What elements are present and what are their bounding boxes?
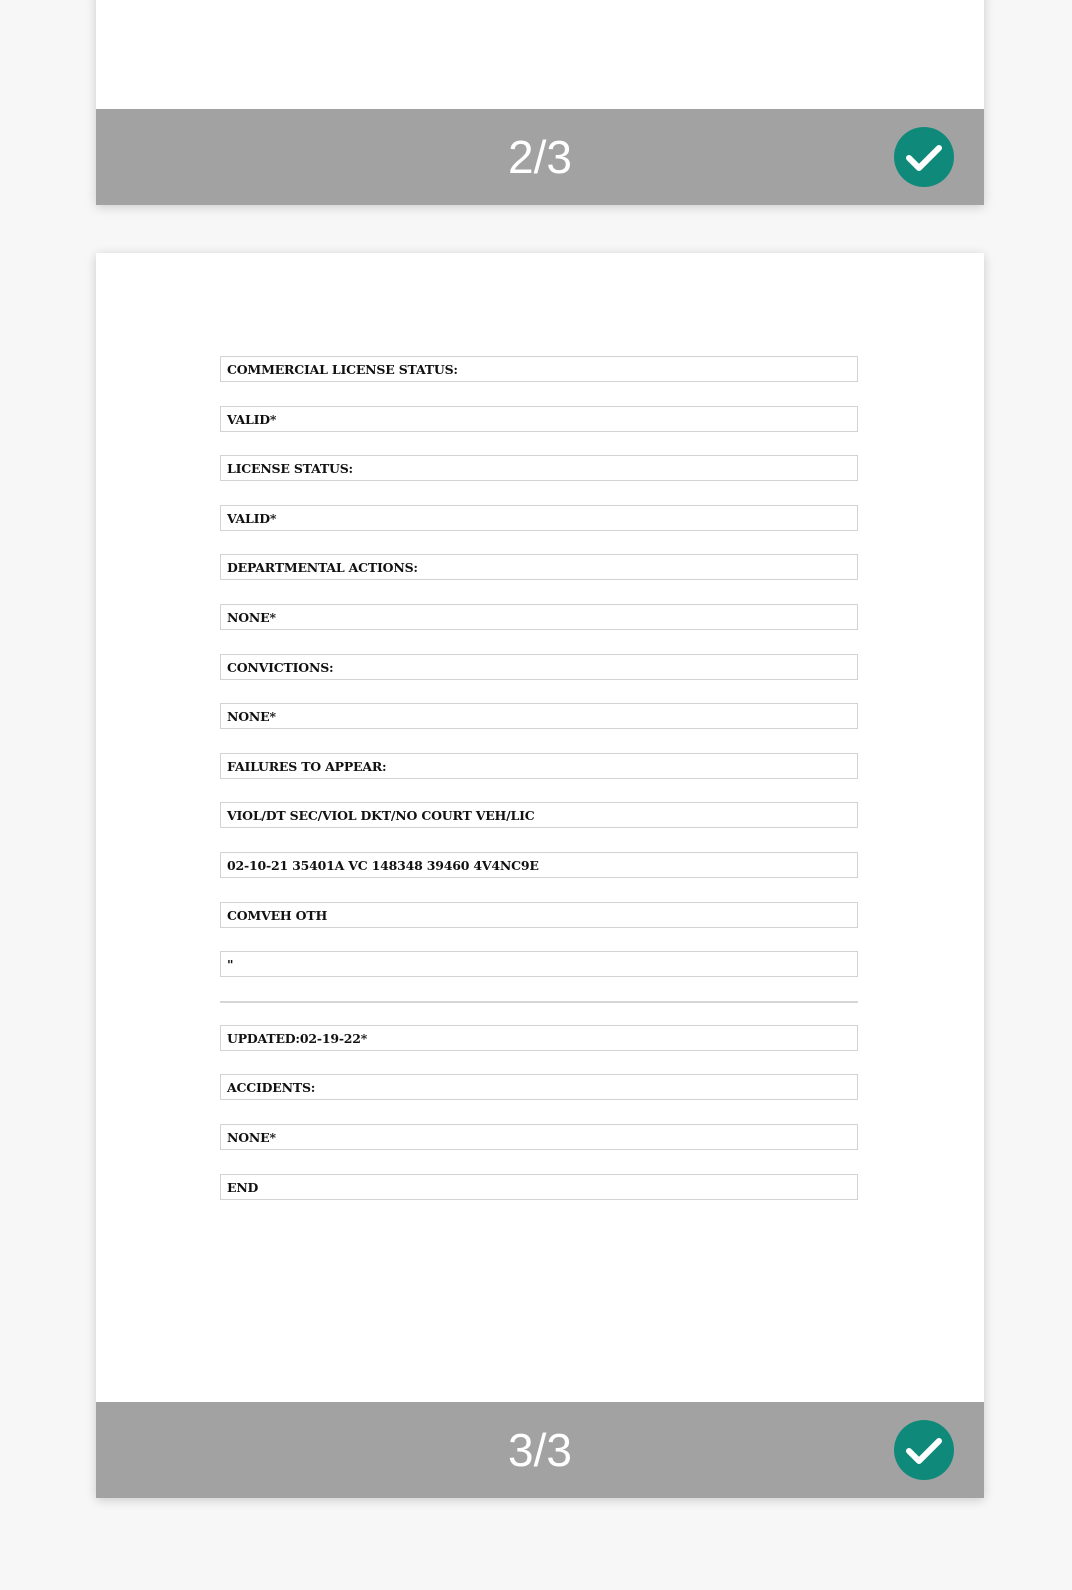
page-card-3	[96, 253, 984, 1498]
field-quote-mark: "	[220, 951, 858, 977]
field-commercial-license-status-label: COMMERCIAL LICENSE STATUS:	[220, 356, 858, 382]
field-commercial-license-status-value: VALID*	[220, 406, 858, 432]
field-license-status-value: VALID*	[220, 505, 858, 531]
section-divider	[220, 1001, 858, 1003]
field-fta-header: VIOL/DT SEC/VIOL DKT/NO COURT VEH/LIC	[220, 802, 858, 828]
page-footer	[96, 1402, 984, 1498]
check-icon	[894, 1420, 954, 1480]
field-convictions-label: CONVICTIONS:	[220, 654, 858, 680]
page-indicator: 2/3	[508, 131, 572, 183]
field-end-marker: END	[220, 1174, 858, 1200]
field-fta-record: 02-10-21 35401A VC 148348 39460 4V4NC9E	[220, 852, 858, 878]
check-icon	[894, 127, 954, 187]
page-approved-badge[interactable]	[894, 1420, 954, 1480]
field-updated-date: UPDATED:02-19-22*	[220, 1025, 858, 1051]
field-fta-record-detail: COMVEH OTH	[220, 902, 858, 928]
page-footer	[96, 109, 984, 205]
field-departmental-actions-label: DEPARTMENTAL ACTIONS:	[220, 554, 858, 580]
field-failures-to-appear-label: FAILURES TO APPEAR:	[220, 753, 858, 779]
field-convictions-value: NONE*	[220, 703, 858, 729]
page-indicator: 3/3	[508, 1424, 572, 1476]
page-approved-badge[interactable]	[894, 127, 954, 187]
field-license-status-label: LICENSE STATUS:	[220, 455, 858, 481]
field-accidents-label: ACCIDENTS:	[220, 1074, 858, 1100]
field-accidents-value: NONE*	[220, 1124, 858, 1150]
page-card-2	[96, 0, 984, 205]
field-departmental-actions-value: NONE*	[220, 604, 858, 630]
